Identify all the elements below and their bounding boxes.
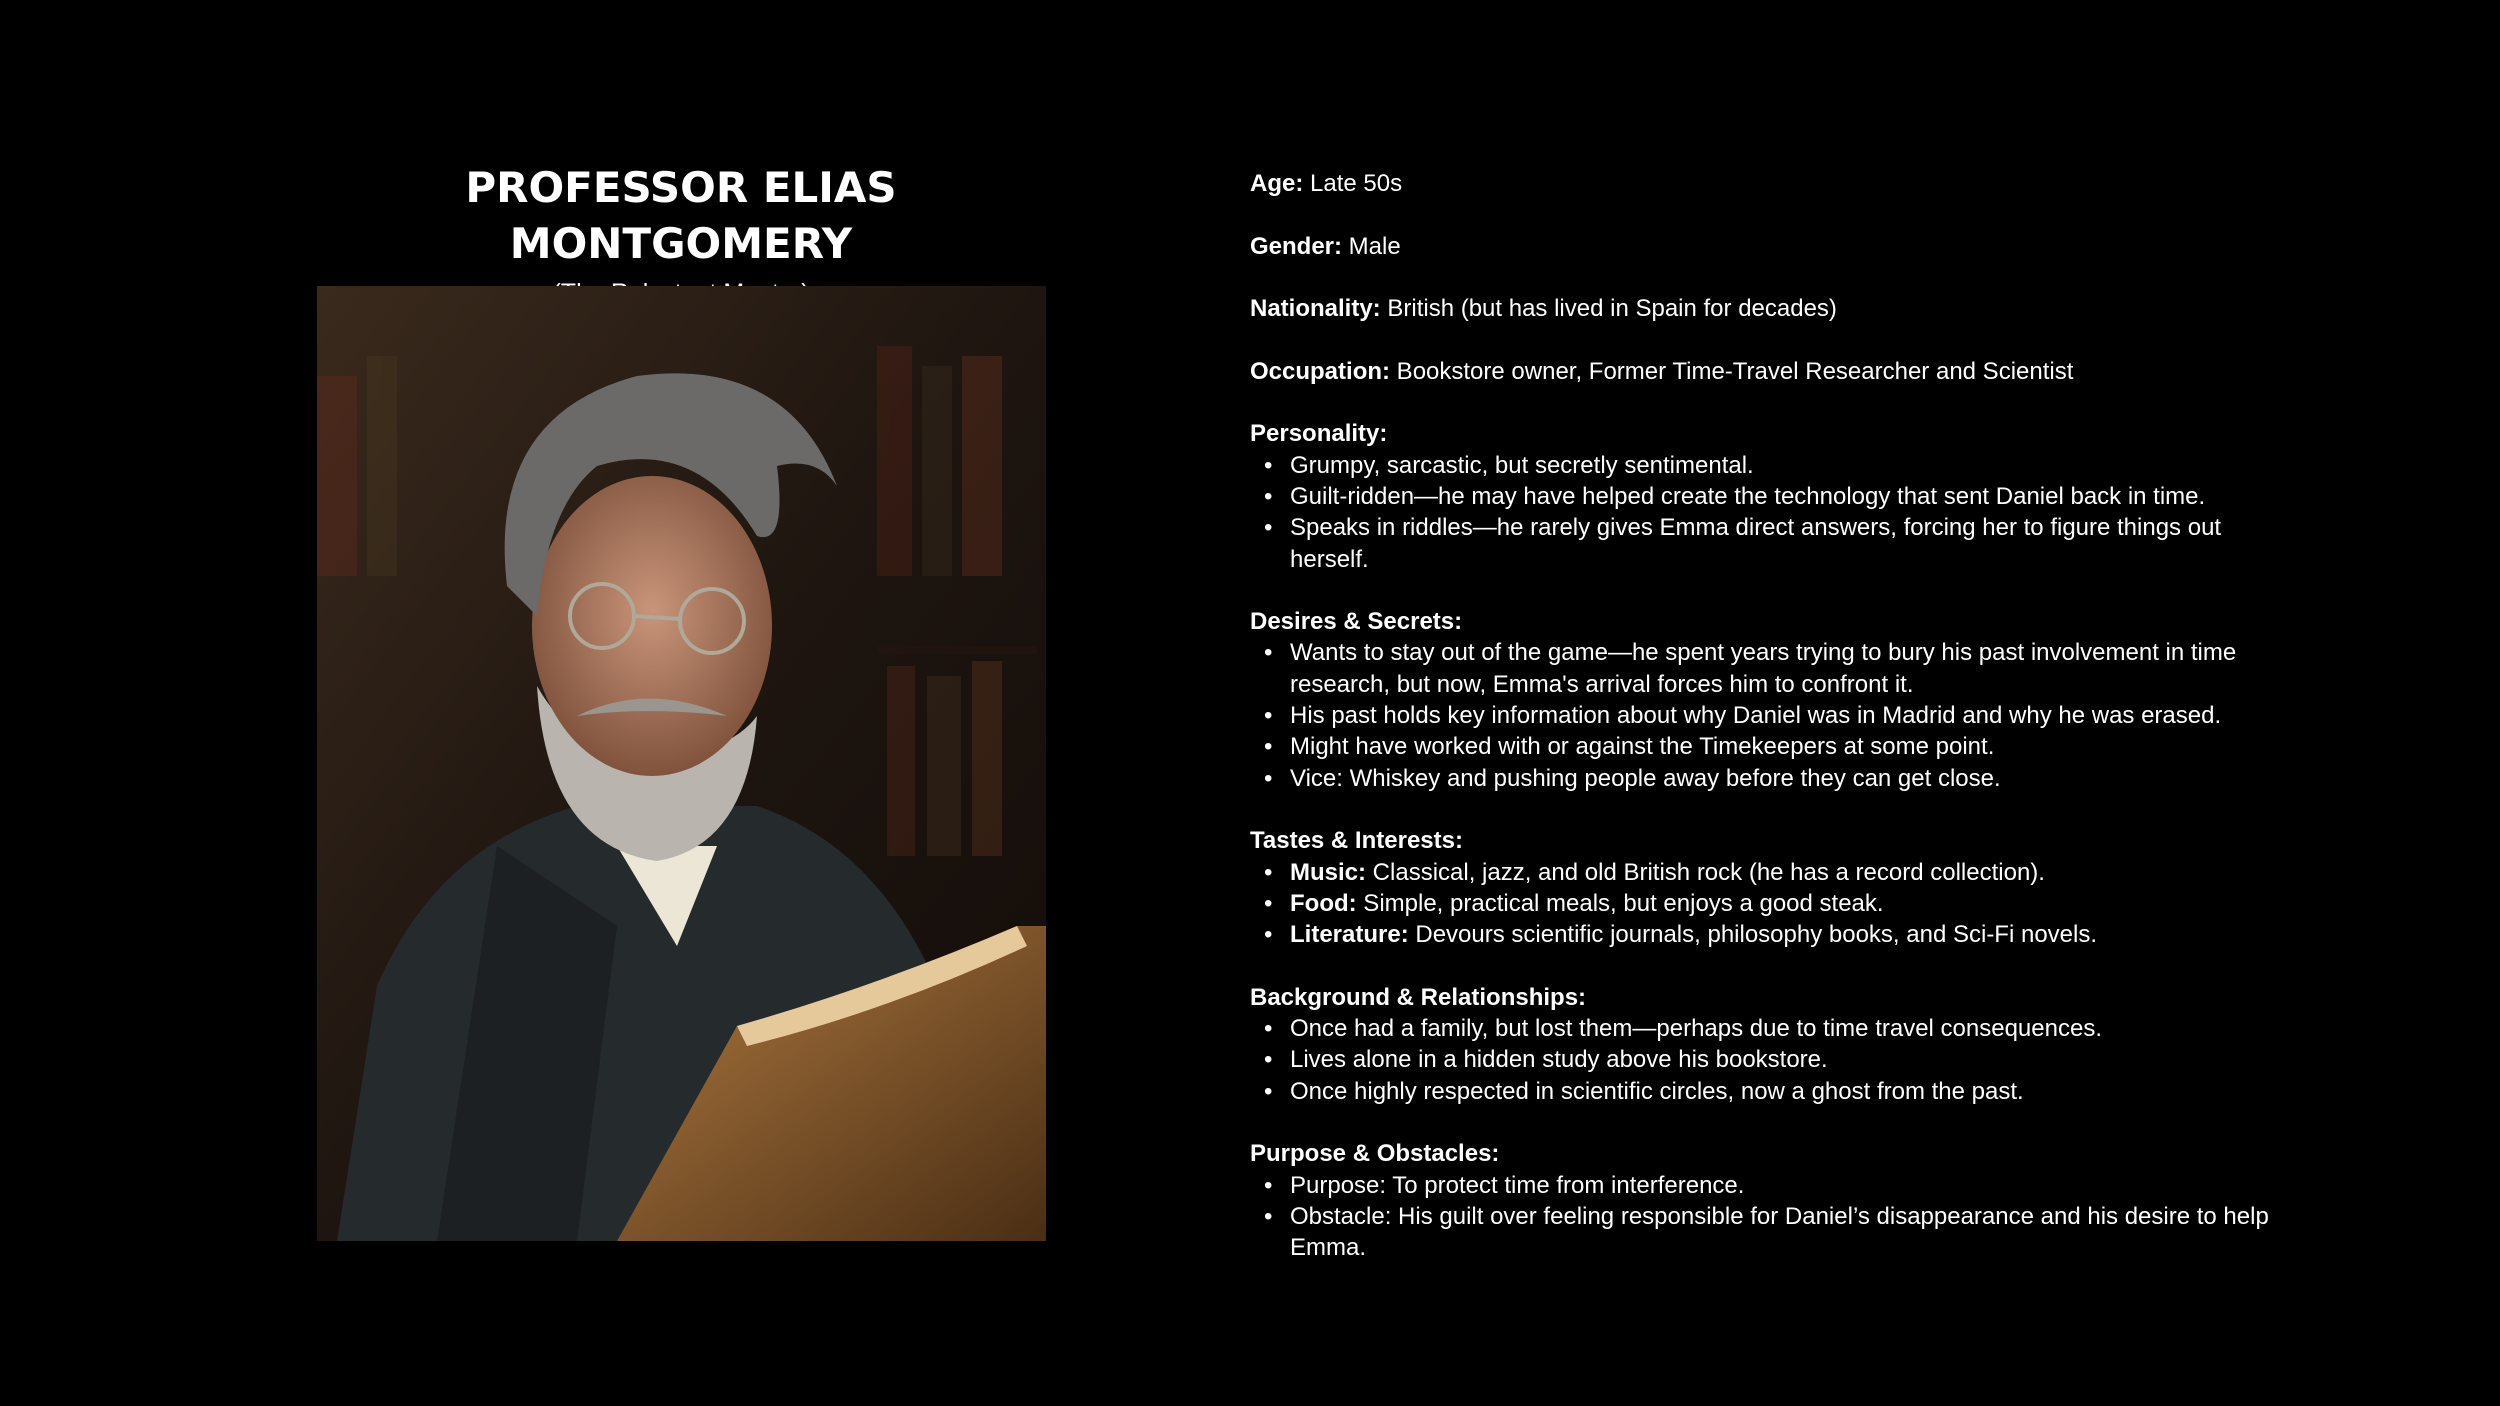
list-item: • Wants to stay out of the game—he spent years trying to bury his past involvement in time research, but now, Emma's arrival forces him to confront it. <box>1250 637 2300 700</box>
gender-label: Gender: <box>1250 232 1343 260</box>
personality-title: Personality: <box>1250 420 1388 448</box>
background-section <box>1250 982 2300 1107</box>
literature-label: Literature: <box>1290 921 1409 949</box>
list-item: • Might have worked with or against the Timekeepers at some point. <box>1250 731 2300 762</box>
tastes-title: Tastes & Interests: <box>1250 827 1463 855</box>
list-item <box>1250 919 2300 950</box>
character-portrait <box>317 286 1046 1241</box>
nationality-field <box>1250 293 2300 324</box>
portrait-illustration <box>317 286 1046 1241</box>
nationality-label: Nationality: <box>1250 295 1381 323</box>
list-item: • Speaks in riddles—he rarely gives Emma direct answers, forcing her to figure things out herself. <box>1250 512 2300 575</box>
nationality-value: British (but has lived in Spain for decades) <box>1380 295 1837 323</box>
music-label: Music: <box>1290 858 1367 886</box>
food-text: Simple, practical meals, but enjoys a good steak. <box>1356 889 1884 917</box>
age-label: Age: <box>1250 170 1304 197</box>
character-name: PROFESSOR ELIAS MONTGOMERY <box>465 163 897 268</box>
occupation-field <box>1250 356 2300 387</box>
list-item <box>1250 888 2300 919</box>
gender-value: Male <box>1342 232 1401 260</box>
list-item: • Once highly respected in scientific circles, now a ghost from the past. <box>1250 1076 2300 1107</box>
purpose-title: Purpose & Obstacles: <box>1250 1140 1500 1168</box>
character-details <box>1250 168 2300 1295</box>
occupation-value: Bookstore owner, Former Time-Travel Researcher and Scientist <box>1390 357 2074 385</box>
purpose-section <box>1250 1138 2300 1263</box>
desires-section <box>1250 606 2300 794</box>
tastes-section <box>1250 825 2300 950</box>
list-item: • His past holds key information about why Daniel was in Madrid and why he was erased. <box>1250 700 2300 731</box>
food-label: Food: <box>1290 889 1357 917</box>
list-item: • Guilt-ridden—he may have helped create the technology that sent Daniel back in time. <box>1250 481 2300 512</box>
personality-section <box>1250 418 2300 574</box>
gender-field <box>1250 231 2300 262</box>
desires-title: Desires & Secrets: <box>1250 608 1463 636</box>
literature-text: Devours scientific journals, philosophy books, and Sci-Fi novels. <box>1408 921 2098 949</box>
list-item: • Grumpy, sarcastic, but secretly sentimental. <box>1250 450 2300 481</box>
music-text: Classical, jazz, and old British rock (he has a record collection). <box>1366 858 2045 886</box>
list-item: • Once had a family, but lost them—perhaps due to time travel consequences. <box>1250 1013 2300 1044</box>
list-item: • Vice: Whiskey and pushing people away before they can get close. <box>1250 763 2300 794</box>
list-item: • Obstacle: His guilt over feeling responsible for Daniel’s disappearance and his desire to help Emma. <box>1250 1201 2300 1264</box>
age-field <box>1250 168 2300 199</box>
list-item <box>1250 857 2300 888</box>
background-title: Background & Relationships: <box>1250 983 1587 1011</box>
age-value: Late 50s <box>1303 170 1403 197</box>
list-item: • Lives alone in a hidden study above his bookstore. <box>1250 1044 2300 1075</box>
occupation-label: Occupation: <box>1250 357 1391 385</box>
list-item: • Purpose: To protect time from interference. <box>1250 1170 2300 1201</box>
